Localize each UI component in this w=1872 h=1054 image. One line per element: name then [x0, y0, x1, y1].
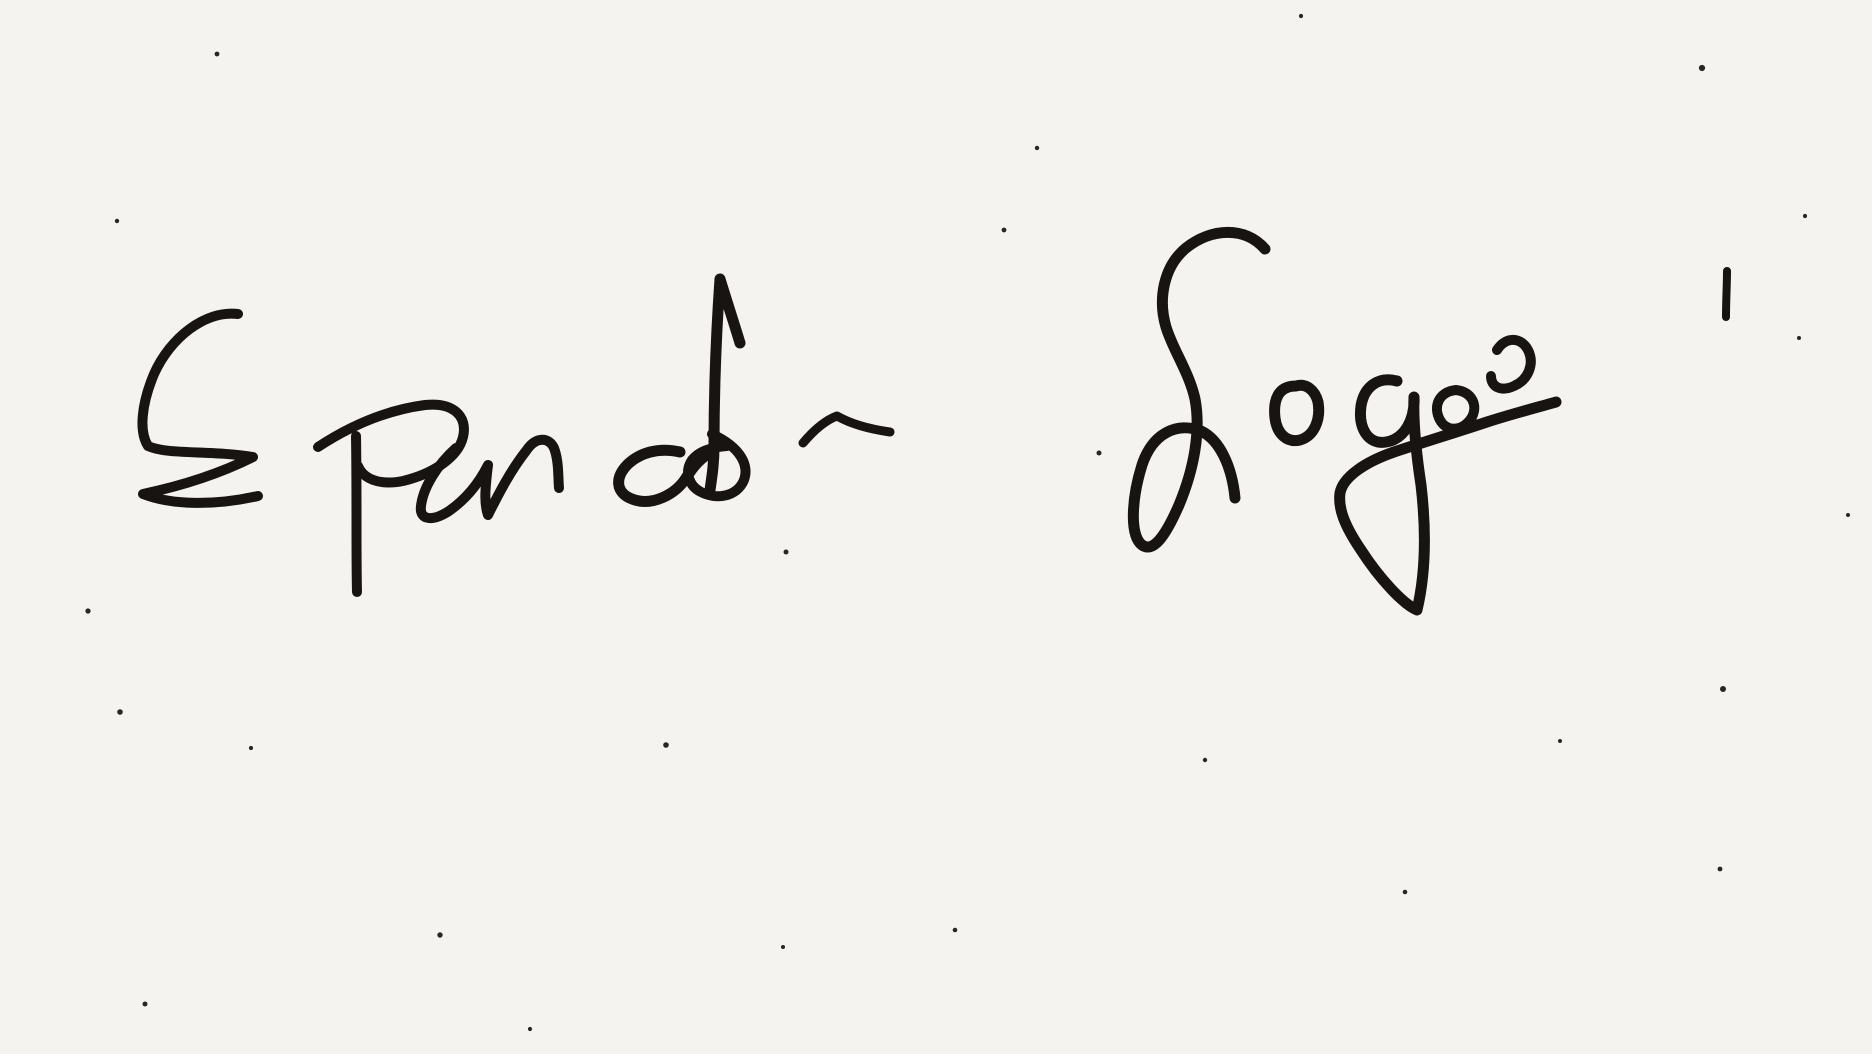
paper-speck [1720, 686, 1726, 692]
paper-speck [1035, 146, 1039, 150]
paper-speck [1403, 890, 1408, 895]
signature-stroke-p [318, 405, 464, 592]
paper-speck [1699, 65, 1705, 71]
signature-stroke-second-g [1340, 380, 1556, 610]
paper-speck [1718, 867, 1723, 872]
signature-stroke-d [619, 279, 740, 501]
paper-speck [663, 742, 669, 748]
paper-speck [528, 1027, 532, 1031]
paper-speck [215, 52, 220, 57]
paper-speck [1203, 758, 1207, 762]
paper-speck [1797, 336, 1801, 340]
signature-stroke-trailing-n [803, 416, 890, 443]
paper-speck [249, 746, 253, 750]
paper-speck [784, 550, 789, 555]
paper-speck [143, 1002, 148, 1007]
paper-speck [437, 932, 442, 937]
signature-stroke-s [142, 314, 258, 503]
signature-stroke-an [421, 440, 559, 518]
paper-speck [1558, 739, 1562, 743]
paper-speck [115, 219, 119, 223]
paper-speck [85, 608, 90, 613]
signature-stroke-o [1275, 385, 1319, 440]
signature-stroke-tick [1726, 271, 1727, 317]
paper-speck [953, 928, 958, 933]
paper-speck [1299, 14, 1303, 18]
signature-stroke-g [1133, 232, 1265, 547]
paper-specks [85, 14, 1850, 1031]
paper-speck [1002, 228, 1007, 233]
paper-speck [781, 945, 785, 949]
paper-speck [1803, 214, 1807, 218]
paper-speck [117, 709, 123, 715]
paper-speck [1097, 451, 1102, 456]
paper-speck [1846, 513, 1850, 517]
